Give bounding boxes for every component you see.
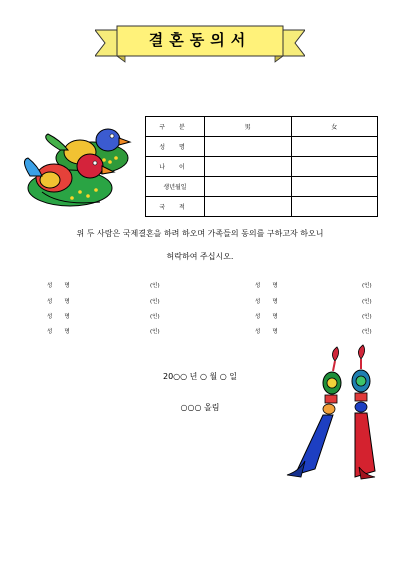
- table-row: [146, 157, 378, 177]
- cell-female-age[interactable]: [291, 157, 378, 177]
- header-male: 男: [205, 117, 292, 137]
- header-female: 女: [291, 117, 378, 137]
- row-label-name: 성 명: [146, 137, 205, 157]
- row-label-age: 나 이: [146, 157, 205, 177]
- seal-mark: (인): [362, 283, 372, 289]
- cell-female-name[interactable]: [291, 137, 378, 157]
- seal-mark: (인): [150, 283, 160, 289]
- table-row: [146, 197, 378, 217]
- table-row: [146, 137, 378, 157]
- right-tassel: [352, 345, 375, 479]
- mandarin-ducks-illustration: [20, 110, 140, 215]
- row-label-birthdate: 생년월일: [146, 177, 205, 197]
- row-label-nationality: 국 적: [146, 197, 205, 217]
- cell-male-name[interactable]: [205, 137, 292, 157]
- seal-mark: (인): [150, 314, 160, 320]
- cell-male-nationality[interactable]: [205, 197, 292, 217]
- seal-mark: (인): [150, 299, 160, 305]
- body-text-line-1: 위 두 사람은 국제결혼을 하려 하오며 가족들의 동의를 구하고자 하오니: [76, 229, 324, 238]
- signature-label: 성명: [47, 314, 82, 320]
- seal-mark: (인): [150, 329, 160, 335]
- signature-label: 성명: [47, 329, 82, 335]
- body-text-line-2: 허락하여 주십시오.: [166, 252, 234, 261]
- seal-mark: (인): [362, 329, 372, 335]
- cell-male-age[interactable]: [205, 157, 292, 177]
- seal-mark: (인): [362, 299, 372, 305]
- info-table: [145, 116, 378, 217]
- table-header-row: [146, 117, 378, 137]
- table-row: [146, 177, 378, 197]
- signature-label: 성명: [255, 283, 290, 289]
- signature-label: 성명: [255, 329, 290, 335]
- signature-label: 성명: [47, 283, 82, 289]
- seal-mark: (인): [362, 314, 372, 320]
- norigae-tassels-illustration: [275, 343, 395, 483]
- page-title: 결혼동의서: [148, 31, 252, 49]
- date-line: 20○○ 년 ○ 월 ○ 일: [162, 372, 237, 381]
- cell-male-birthdate[interactable]: [205, 177, 292, 197]
- signature-label: 성명: [255, 299, 290, 305]
- signature-label: 성명: [255, 314, 290, 320]
- cell-female-birthdate[interactable]: [291, 177, 378, 197]
- signature-label: 성명: [47, 299, 82, 305]
- sender-line: ○○○ 올림: [180, 403, 220, 412]
- header-category: 구 분: [146, 117, 205, 137]
- left-tassel: [287, 347, 341, 477]
- cell-female-nationality[interactable]: [291, 197, 378, 217]
